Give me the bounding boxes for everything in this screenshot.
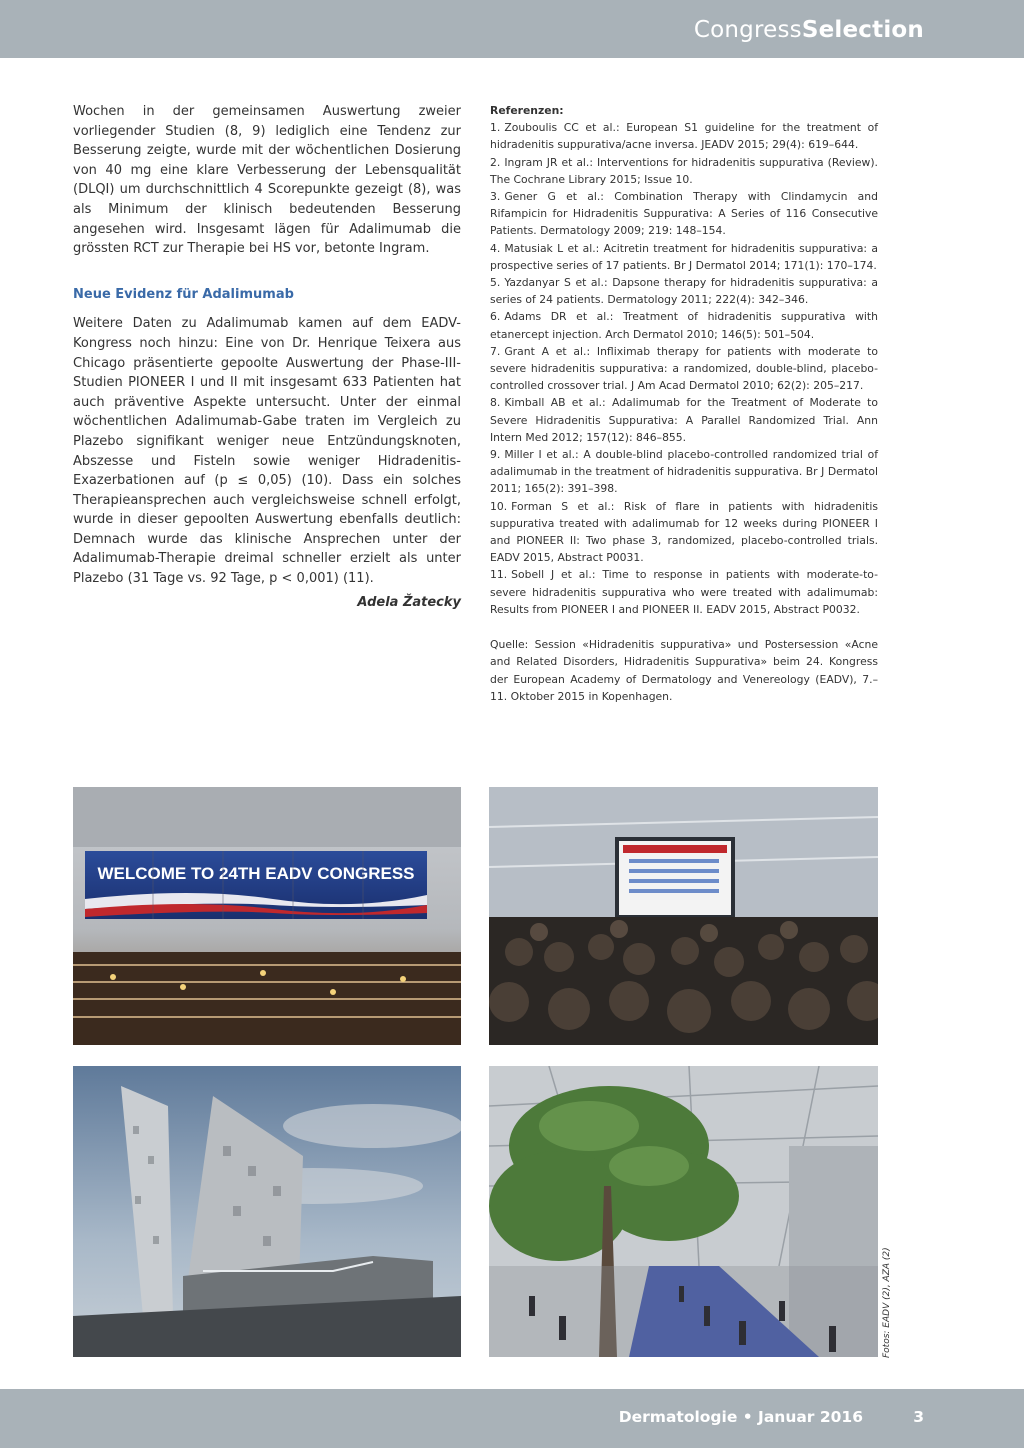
- reference-text: Ingram JR et al.: Interventions for hidradenitis suppurativa (Review). The Cochrane Library 2015; Issue 10.: [490, 155, 878, 186]
- reference-text: Gener G et al.: Combination Therapy with Clindamycin and Rifampicin for Hidradenitis Suppurativa: A Series of 116 Consecutive Patients. Dermatology 2009; 219: 148–154.: [490, 190, 878, 238]
- reference-number: 2.: [490, 155, 501, 169]
- article-subheading: Neue Evidenz für Adalimumab: [73, 286, 294, 302]
- congress-banner-photo: [73, 787, 461, 1045]
- reference-item: [490, 154, 878, 188]
- reference-item: [490, 343, 878, 395]
- source-note: Quelle: Session «Hidradenitis suppurativa» und Postersession «Acne and Related Disorders, Hidradenitis Suppurativa» beim 24. Kongress der European Academy of Dermatology and Venereology (EADV), 7.–11. Oktober 2015 in Kopenhagen.: [490, 638, 878, 703]
- banner-text: WELCOME TO 24TH EADV CONGRESS: [97, 864, 415, 883]
- reference-item: [490, 188, 878, 240]
- reference-item: [490, 394, 878, 446]
- reference-text: Miller I et al.: A double-blind placebo-controlled randomized trial of adalimumab in the treatment of hidradenitis suppurativa. Br J Dermatol 2011; 165(2): 391–398.: [490, 448, 878, 496]
- reference-number: 5.: [490, 276, 501, 290]
- hotel-building-photo: [73, 1066, 461, 1357]
- article-body: [73, 102, 461, 612]
- section-title-regular: Congress: [693, 17, 802, 43]
- reference-number: 6.: [490, 310, 501, 324]
- reference-item: [490, 498, 878, 567]
- reference-item: [490, 240, 878, 274]
- reference-number: 1.: [490, 121, 501, 135]
- reference-number: 3.: [490, 190, 501, 204]
- reference-text: Yazdanyar S et al.: Dapsone therapy for hidradenitis suppurativa: a series of 24 patients. Dermatology 2011; 222(4): 342–346.: [490, 276, 878, 307]
- article-paragraph: Weitere Daten zu Adalimumab kamen auf dem EADV-Kongress noch hinzu: Eine von Dr. Henrique Teixera aus Chicago präsentierte gepoolte Auswertung der Phase-III-Studien PIONEER I und II mit insgesamt 633 Patienten hat auch präventive Aspekte untersucht. Unter der einmal wöchentlichen Adalimumab-Gabe traten im Vergleich zu Plazebo signifikant weniger neue Entzündungsknoten, Abszesse und Fisteln sowie weniger Hidradenitis-Exazerbationen auf (p ≤ 0,05) (10). Dass ein solches Therapieansprechen auch vergleichsweise schnell erfolgt, wurde in dieser gepoolten Auswertung ebenfalls deutlich: Demnach wurde das klinische Ansprechen unter der Adalimumab-Therapie dreimal schneller erzielt als unter Plazebo (31 Tage vs. 92 Tage, p < 0,001) (11).: [73, 316, 461, 587]
- lecture-hall-photo: [489, 787, 878, 1045]
- reference-number: 9.: [490, 448, 501, 462]
- reference-text: Kimball AB et al.: Adalimumab for the Treatment of Moderate to Severe Hidradenitis Suppurativa: A Parallel Randomized Trial. Ann Intern Med 2012; 157(12): 846–855.: [490, 396, 878, 444]
- reference-item: [490, 446, 878, 498]
- reference-number: 8.: [490, 396, 501, 410]
- reference-item: [490, 119, 878, 153]
- reference-text: Forman S et al.: Risk of flare in patients with hidradenitis suppurativa treated with adalimumab for 12 weeks during PIONEER I and PIONEER II: Two phase 3, randomized, placebo-controlled trials. EADV 2015, Abstract P0031.: [490, 499, 878, 565]
- references-list: [490, 119, 878, 618]
- section-title-bold: Selection: [801, 17, 924, 43]
- section-title: [694, 17, 924, 43]
- reference-number: 11.: [490, 568, 508, 582]
- reference-text: Sobell J et al.: Time to response in patients with moderate-to-severe hidradenitis suppurativa who were treated with adalimumab: Results from PIONEER I and PIONEER II. EADV 2015, Abstract P0032.: [490, 568, 878, 616]
- reference-item: [490, 274, 878, 308]
- reference-number: 7.: [490, 344, 501, 358]
- article-author: Adela Žatecky: [357, 594, 461, 610]
- page-number: 3: [913, 1408, 924, 1426]
- references-title: Referenzen:: [490, 104, 564, 117]
- atrium-photo: [489, 1066, 878, 1357]
- reference-text: Adams DR et al.: Treatment of hidradenitis suppurativa with etanercept injection. Arch Dermatol 2010; 146(5): 501–504.: [490, 310, 878, 341]
- footer-journal: Dermatologie • Januar 2016: [618, 1408, 863, 1426]
- reference-text: Grant A et al.: Infliximab therapy for patients with moderate to severe hidradenitis suppurativa: a randomized, double-blind, placebo-controlled crossover trial. J Am Acad Dermatol 2010; 62(2): 205–217.: [490, 344, 878, 393]
- reference-text: Zouboulis CC et al.: European S1 guideline for the treatment of hidradenitis suppurativa/acne inversa. JEADV 2015; 29(4): 619–644.: [490, 121, 878, 152]
- references-section: [490, 102, 878, 705]
- article-paragraph: Wochen in der gemeinsamen Auswertung zweier vorliegender Studien (8, 9) lediglich eine Tendenz zur Besserung zeigte, wurde mit der wöchentlichen Dosierung von 40 mg eine klare Verbesserung der Lebensqualität (DLQI) um durchschnittlich 4 Scorepunkte gezeigt (8), was als Minimum der klinisch bedeutenden Besserung angesehen wird. Insgesamt lägen für Adalimumab die grössten RCT zur Therapie bei HS vor, betonte Ingram.: [73, 104, 461, 257]
- reference-item: [490, 566, 878, 618]
- photo-credit: Fotos: EADV (2), AZA (2): [882, 1247, 892, 1358]
- reference-number: 10.: [490, 499, 508, 513]
- reference-number: 4.: [490, 241, 501, 255]
- reference-text: Matusiak L et al.: Acitretin treatment for hidradenitis suppurativa: a prospective series of 17 patients. Br J Dermatol 2014; 171(1): 170–174.: [490, 241, 878, 272]
- reference-item: [490, 308, 878, 342]
- footer-bar: [0, 1389, 1024, 1448]
